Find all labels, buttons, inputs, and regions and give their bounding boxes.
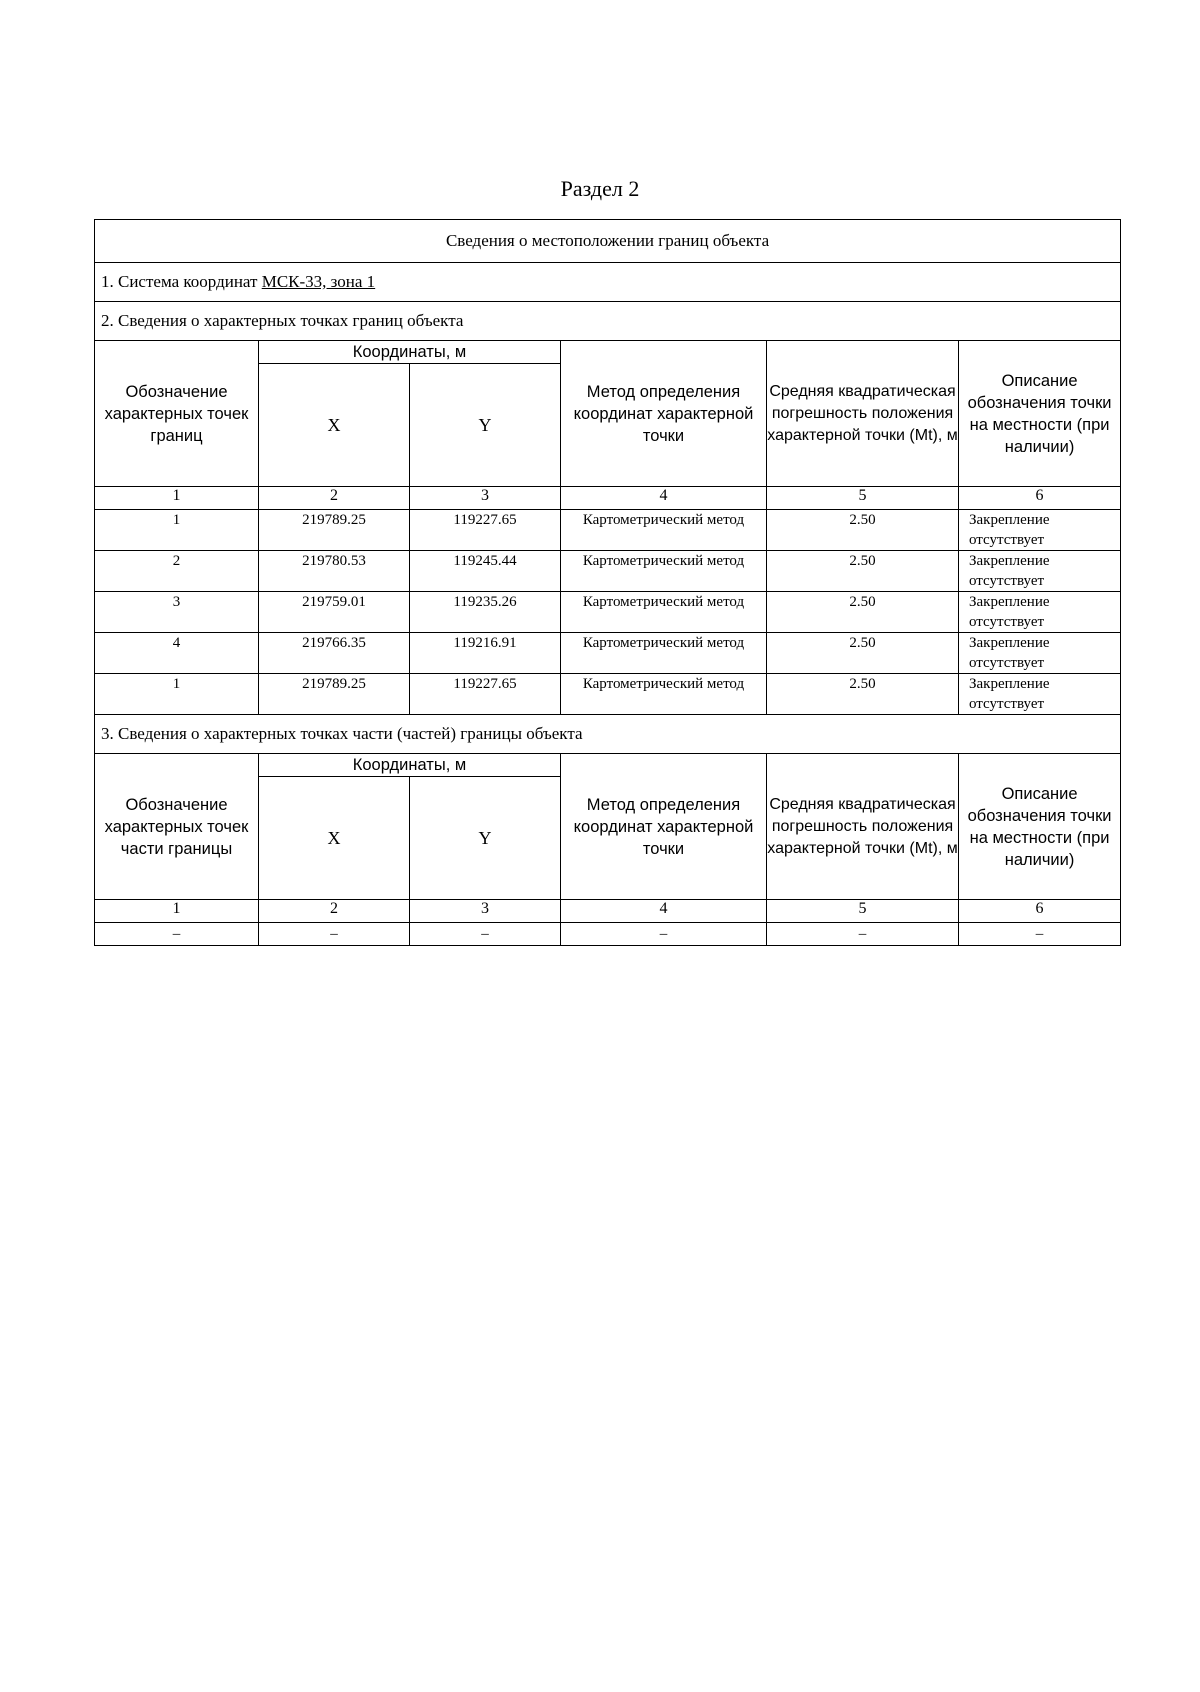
col-number: 1 xyxy=(95,900,259,923)
col-number: 3 xyxy=(410,487,561,510)
parts-header-coordinates: Координаты, м xyxy=(259,754,561,777)
header-point-designation: Обозначение характерных точек границ xyxy=(95,341,259,487)
parts-header-y: Y xyxy=(410,777,561,900)
col-number: 5 xyxy=(767,487,959,510)
empty-cell: – xyxy=(410,923,561,946)
point-description: Закрепление отсутствует xyxy=(959,592,1121,633)
point-error: 2.50 xyxy=(767,551,959,592)
parts-column-numbers-row xyxy=(95,900,1121,923)
parts-header-description: Описание обозначения точки на местности (при наличии) xyxy=(959,754,1121,900)
header-y: Y xyxy=(410,364,561,487)
point-error: 2.50 xyxy=(767,592,959,633)
point-method: Картометрический метод xyxy=(561,592,767,633)
point-y: 119235.26 xyxy=(410,592,561,633)
point-y: 119216.91 xyxy=(410,633,561,674)
point-x: 219789.25 xyxy=(259,510,410,551)
empty-cell: – xyxy=(259,923,410,946)
col-number: 1 xyxy=(95,487,259,510)
table-row xyxy=(95,674,1121,715)
point-description: Закрепление отсутствует xyxy=(959,510,1121,551)
column-numbers-row xyxy=(95,487,1121,510)
point-error: 2.50 xyxy=(767,510,959,551)
table-row xyxy=(95,551,1121,592)
point-id: 1 xyxy=(95,674,259,715)
section-title: Раздел 2 xyxy=(560,176,640,201)
table-row xyxy=(95,923,1121,946)
empty-cell: – xyxy=(959,923,1121,946)
points-section-title: 2. Сведения о характерных точках границ объекта xyxy=(95,302,1121,341)
point-description: Закрепление отсутствует xyxy=(959,633,1121,674)
empty-cell: – xyxy=(767,923,959,946)
point-id: 2 xyxy=(95,551,259,592)
coord-system-value: МСК-33, зона 1 xyxy=(261,272,376,291)
point-id: 3 xyxy=(95,592,259,633)
point-x: 219766.35 xyxy=(259,633,410,674)
point-id: 4 xyxy=(95,633,259,674)
parts-header-x: X xyxy=(259,777,410,900)
parts-header-error: Средняя квадратическая погрешность положения характерной точки (Mt), м xyxy=(767,754,959,900)
empty-cell: – xyxy=(95,923,259,946)
parts-section-title: 3. Сведения о характерных точках части (частей) границы объекта xyxy=(95,715,1121,754)
point-x: 219759.01 xyxy=(259,592,410,633)
col-number: 2 xyxy=(259,487,410,510)
point-description: Закрепление отсутствует xyxy=(959,674,1121,715)
col-number: 4 xyxy=(561,900,767,923)
col-number: 4 xyxy=(561,487,767,510)
table-row xyxy=(95,633,1121,674)
point-method: Картометрический метод xyxy=(561,633,767,674)
header-method: Метод определения координат характерной точки xyxy=(561,341,767,487)
col-number: 6 xyxy=(959,487,1121,510)
table-row xyxy=(95,592,1121,633)
parts-header-point-designation: Обозначение характерных точек части границы xyxy=(95,754,259,900)
point-error: 2.50 xyxy=(767,674,959,715)
point-x: 219789.25 xyxy=(259,674,410,715)
boundary-table xyxy=(94,219,1121,946)
table-row xyxy=(95,510,1121,551)
point-method: Картометрический метод xyxy=(561,551,767,592)
table-title: Сведения о местоположении границ объекта xyxy=(95,220,1121,263)
col-number: 5 xyxy=(767,900,959,923)
coord-system-label: 1. Система координат xyxy=(101,272,262,291)
header-x: X xyxy=(259,364,410,487)
parts-header-method: Метод определения координат характерной точки xyxy=(561,754,767,900)
header-error: Средняя квадратическая погрешность положения характерной точки (Mt), м xyxy=(767,341,959,487)
point-y: 119227.65 xyxy=(410,674,561,715)
header-coordinates: Координаты, м xyxy=(259,341,561,364)
point-method: Картометрический метод xyxy=(561,510,767,551)
point-x: 219780.53 xyxy=(259,551,410,592)
point-y: 119227.65 xyxy=(410,510,561,551)
coord-system-row xyxy=(95,263,1121,302)
point-description: Закрепление отсутствует xyxy=(959,551,1121,592)
point-y: 119245.44 xyxy=(410,551,561,592)
empty-cell: – xyxy=(561,923,767,946)
header-description: Описание обозначения точки на местности (при наличии) xyxy=(959,341,1121,487)
point-method: Картометрический метод xyxy=(561,674,767,715)
col-number: 3 xyxy=(410,900,561,923)
point-error: 2.50 xyxy=(767,633,959,674)
col-number: 2 xyxy=(259,900,410,923)
col-number: 6 xyxy=(959,900,1121,923)
point-id: 1 xyxy=(95,510,259,551)
